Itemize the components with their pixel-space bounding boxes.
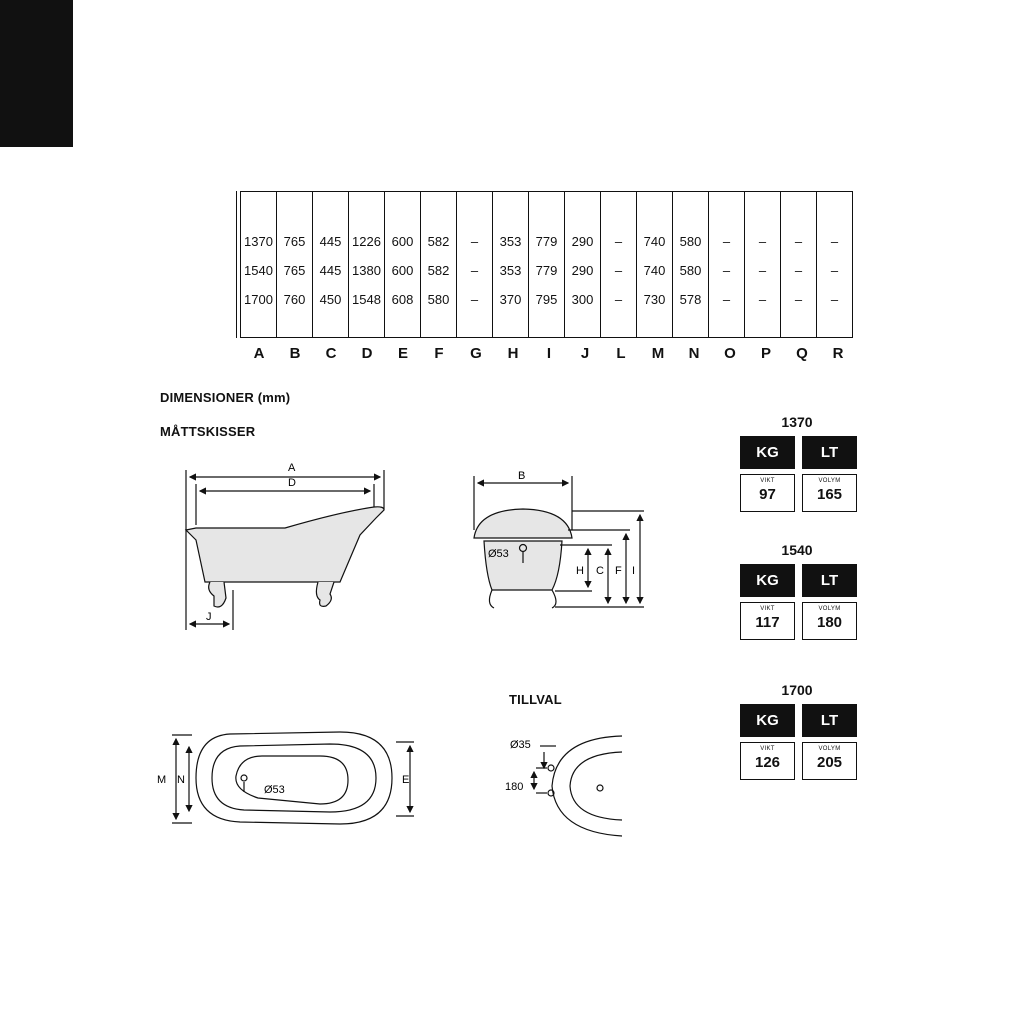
column-letter: H: [507, 345, 519, 362]
table-cell: 760: [283, 292, 306, 307]
table-cell: 765: [283, 234, 306, 249]
weight-value: 126: [754, 754, 781, 771]
weight-sublabel: VIKT: [760, 606, 775, 612]
volume-box: [802, 742, 857, 780]
table-cell: 1540: [244, 263, 273, 278]
end-view-drawing: [474, 476, 644, 608]
top-view-drawing: [172, 732, 414, 824]
table-cell: –: [830, 234, 839, 249]
table-cell: 445: [319, 263, 342, 278]
dim-label-i: I: [632, 565, 636, 577]
column-letter: M: [651, 345, 665, 362]
table-cell: 779: [535, 234, 558, 249]
drain-diameter-label: Ø53: [264, 784, 285, 796]
volume-header: LT: [802, 436, 857, 469]
volume-sublabel: VOLYM: [818, 478, 841, 484]
volume-value: 180: [816, 614, 843, 631]
weight-value: 117: [755, 614, 780, 631]
options-drawing: [534, 736, 622, 836]
dim-label-b: B: [518, 470, 526, 482]
column-letter: B: [289, 345, 301, 362]
table-cell: 779: [535, 263, 558, 278]
table-cell: 1548: [352, 292, 381, 307]
column-letter: L: [616, 345, 626, 362]
column-letter: G: [470, 345, 482, 362]
table-cell: 580: [679, 263, 702, 278]
dimensions-heading: DIMENSIONER (mm): [160, 390, 291, 405]
volume-value: 165: [816, 486, 843, 503]
table-cell: –: [470, 234, 479, 249]
table-cell: 1370: [244, 234, 273, 249]
table-cell: 300: [571, 292, 594, 307]
dim-label-j: J: [206, 611, 212, 623]
table-cell: –: [794, 292, 803, 307]
volume-value: 205: [816, 754, 843, 771]
model-label: 1700: [973, 93, 1002, 108]
weight-header: KG: [740, 704, 795, 737]
dim-label-f: F: [615, 565, 622, 577]
table-cell: 290: [571, 263, 594, 278]
weight-header: KG: [740, 564, 795, 597]
dim-label-h: H: [576, 565, 584, 577]
table-cell: 730: [643, 292, 666, 307]
table-cell: 445: [319, 234, 342, 249]
table-cell: 600: [391, 263, 414, 278]
table-cell: –: [722, 263, 731, 278]
volume-box: [802, 602, 857, 640]
weight-value: 97: [759, 486, 776, 503]
options-heading: TILLVAL: [509, 692, 562, 707]
column-letter: N: [688, 345, 700, 362]
weight-sublabel: VIKT: [760, 746, 775, 752]
table-cell: 1380: [352, 263, 381, 278]
table-cell: –: [758, 292, 767, 307]
column-letter: C: [325, 345, 337, 362]
column-letter: D: [361, 345, 373, 362]
table-cell: 450: [319, 292, 342, 307]
spec-model-title: 1540: [781, 542, 813, 558]
volume-header: LT: [802, 704, 857, 737]
table-cell: 600: [391, 234, 414, 249]
tap-hole-distance-label: 180: [505, 781, 524, 793]
column-letter: J: [580, 345, 590, 362]
dim-label-c: C: [596, 565, 604, 577]
table-cell: 1700: [244, 292, 273, 307]
model-label: 1370: [973, 36, 1002, 51]
dim-label-a: A: [288, 462, 296, 474]
weight-box: [740, 474, 795, 512]
table-cell: 740: [643, 263, 666, 278]
table-cell: –: [830, 263, 839, 278]
volume-header: LT: [802, 564, 857, 597]
table-cell: 582: [427, 234, 450, 249]
table-cell: –: [758, 263, 767, 278]
column-letter: P: [760, 345, 771, 362]
table-cell: –: [614, 263, 623, 278]
column-letter: E: [397, 345, 408, 362]
dim-label-e: E: [402, 774, 410, 786]
weight-sublabel: VIKT: [760, 478, 775, 484]
weight-header: KG: [740, 436, 795, 469]
weight-box: [740, 742, 795, 780]
table-cell: –: [722, 292, 731, 307]
table-cell: 740: [643, 234, 666, 249]
table-cell: 580: [679, 234, 702, 249]
spec-model-title: 1700: [781, 682, 813, 698]
table-cell: –: [722, 234, 731, 249]
column-letter: A: [253, 345, 265, 362]
table-cell: 580: [427, 292, 450, 307]
table-cell: 795: [535, 292, 558, 307]
tap-hole-diameter-label: Ø35: [510, 739, 531, 751]
side-view-drawing: [186, 470, 384, 630]
table-cell: –: [758, 234, 767, 249]
volume-sublabel: VOLYM: [818, 606, 841, 612]
table-cell: –: [614, 234, 623, 249]
table-cell: 290: [571, 234, 594, 249]
table-cell: 582: [427, 263, 450, 278]
table-cell: –: [830, 292, 839, 307]
table-cell: 578: [679, 292, 702, 307]
dim-label-d: D: [288, 477, 296, 489]
dim-label-n: N: [177, 774, 185, 786]
volume-box: [802, 474, 857, 512]
column-letter: I: [546, 345, 552, 362]
dim-label-m: M: [157, 774, 167, 786]
sketches-heading: MÅTTSKISSER: [160, 424, 256, 439]
column-letter: O: [724, 345, 736, 362]
column-letter: Q: [796, 345, 808, 362]
model-label: 1540: [973, 65, 1002, 80]
drain-diameter-label: Ø53: [488, 548, 509, 560]
table-cell: 765: [283, 263, 306, 278]
spec-model-title: 1370: [781, 414, 813, 430]
table-cell: –: [470, 263, 479, 278]
table-cell: 353: [499, 263, 522, 278]
table-cell: 1226: [352, 234, 381, 249]
weight-box: [740, 602, 795, 640]
table-cell: –: [470, 292, 479, 307]
table-cell: 353: [499, 234, 522, 249]
table-cell: 370: [499, 292, 522, 307]
column-letter: R: [832, 345, 844, 362]
column-letter: F: [434, 345, 444, 362]
table-cell: –: [614, 292, 623, 307]
table-cell: –: [794, 234, 803, 249]
table-cell: 608: [391, 292, 414, 307]
volume-sublabel: VOLYM: [818, 746, 841, 752]
table-cell: –: [794, 263, 803, 278]
